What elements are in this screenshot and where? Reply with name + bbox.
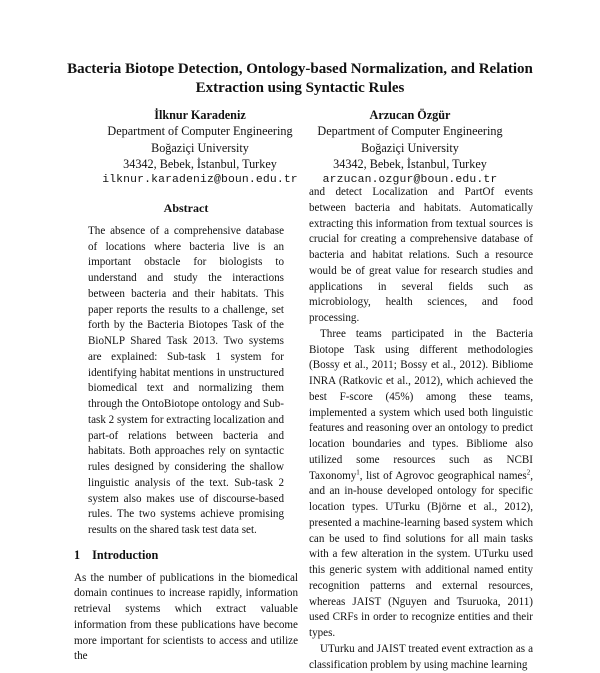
author-email: ilknur.karadeniz@boun.edu.tr — [102, 174, 298, 187]
author-block-2 — [295, 107, 525, 188]
author-address: 34342, Bebek, İstanbul, Turkey — [123, 156, 277, 171]
author-name: İlknur Karadeniz — [154, 108, 246, 122]
section-heading — [74, 548, 298, 564]
left-column — [74, 201, 298, 665]
text-run: Three teams participated in the Bacteria Biotope Task using different methodologies (Bossy et al., 2011; Bossy et al., 2012). Bibliome INRA (Ratkovic et al., 2012), which achieved the best F-score (45%) among these teams, implemented a system which used both linguistic features and reasoning over an ontology to predict location boundaries and types. Bibliome also utilized some resources such as NCBI Taxonomy — [309, 327, 533, 482]
author-university: Boğaziçi University — [151, 140, 249, 155]
author-department: Department of Computer Engineering — [317, 124, 503, 139]
paper-title: Bacteria Biotope Detection, Ontology-based Normalization, and Relation Extraction using Syntactic Rules — [67, 61, 533, 96]
footnote-marker: 2 — [526, 467, 531, 476]
text-run: , list of Agrovoc geographical names — [359, 469, 527, 482]
body-paragraph: UTurku and JAIST treated event extraction as a classification problem by using machine learning — [309, 642, 533, 671]
intro-paragraph: As the number of publications in the biomedical domain continues to increase rapidly, information retrieval systems which extract valuable information from these publications have become more important for scientists to access and utilize the — [74, 571, 298, 663]
abstract-heading: Abstract — [163, 201, 209, 215]
author-email: arzucan.ozgur@boun.edu.tr — [322, 174, 498, 187]
section-number: 1 — [74, 547, 81, 562]
section-title: Introduction — [92, 547, 159, 562]
body-paragraph-related-work — [309, 327, 533, 642]
author-department: Department of Computer Engineering — [107, 124, 293, 139]
footnote-marker: 1 — [356, 467, 360, 476]
author-address: 34342, Bebek, İstanbul, Turkey — [333, 156, 487, 171]
text-run: , and an in-house developed ontology for specific location types. UTurku (Björne et al., 2012), presented a machine-learning based system which can be used to find solutions for all main tasks with a few alteration in the system. UTurku used this generic system with additional named entity recognition patterns and external resources, whereas JAIST (Nguyen and Tsuruoka, 2011) used CRFs in order to recognize entities and their types. — [309, 469, 533, 639]
abstract-text: The absence of a comprehensive database of locations where bacteria live is an important obstacle for biologists to understand and study the interactions between bacteria and their habitats. This paper reports the results to a challenge, set forth by the Bacteria Biotopes Task of the BioNLP Shared Task 2013. Two systems are explained: Sub-task 1 system for identifying habitat mentions in unstructured biomedical text and normalizing them through the OntoBiotope ontology and Sub-task 2 system for extracting localization and part-of relations between bacteria and habitats. Both approaches rely on syntactic rules designed by considering the shallow linguistic analysis of the text. Sub-task 2 system also makes use of discourse-based rules. The two systems achieve promising results on the shared task test data set. — [88, 224, 284, 536]
author-name: Arzucan Özgür — [369, 108, 451, 122]
author-university: Boğaziçi University — [361, 140, 459, 155]
abstract-body — [74, 224, 298, 539]
author-block-1 — [85, 107, 315, 188]
body-paragraph: and detect Localization and PartOf events between bacteria and habitats. Automatically extracting this information from textual sources is crucial for creating a comprehensive database of bacteria and habitat relations. Such a resource would be of great value for research studies and applications in several fields such as microbiology, health sciences, and food processing. — [309, 186, 533, 324]
